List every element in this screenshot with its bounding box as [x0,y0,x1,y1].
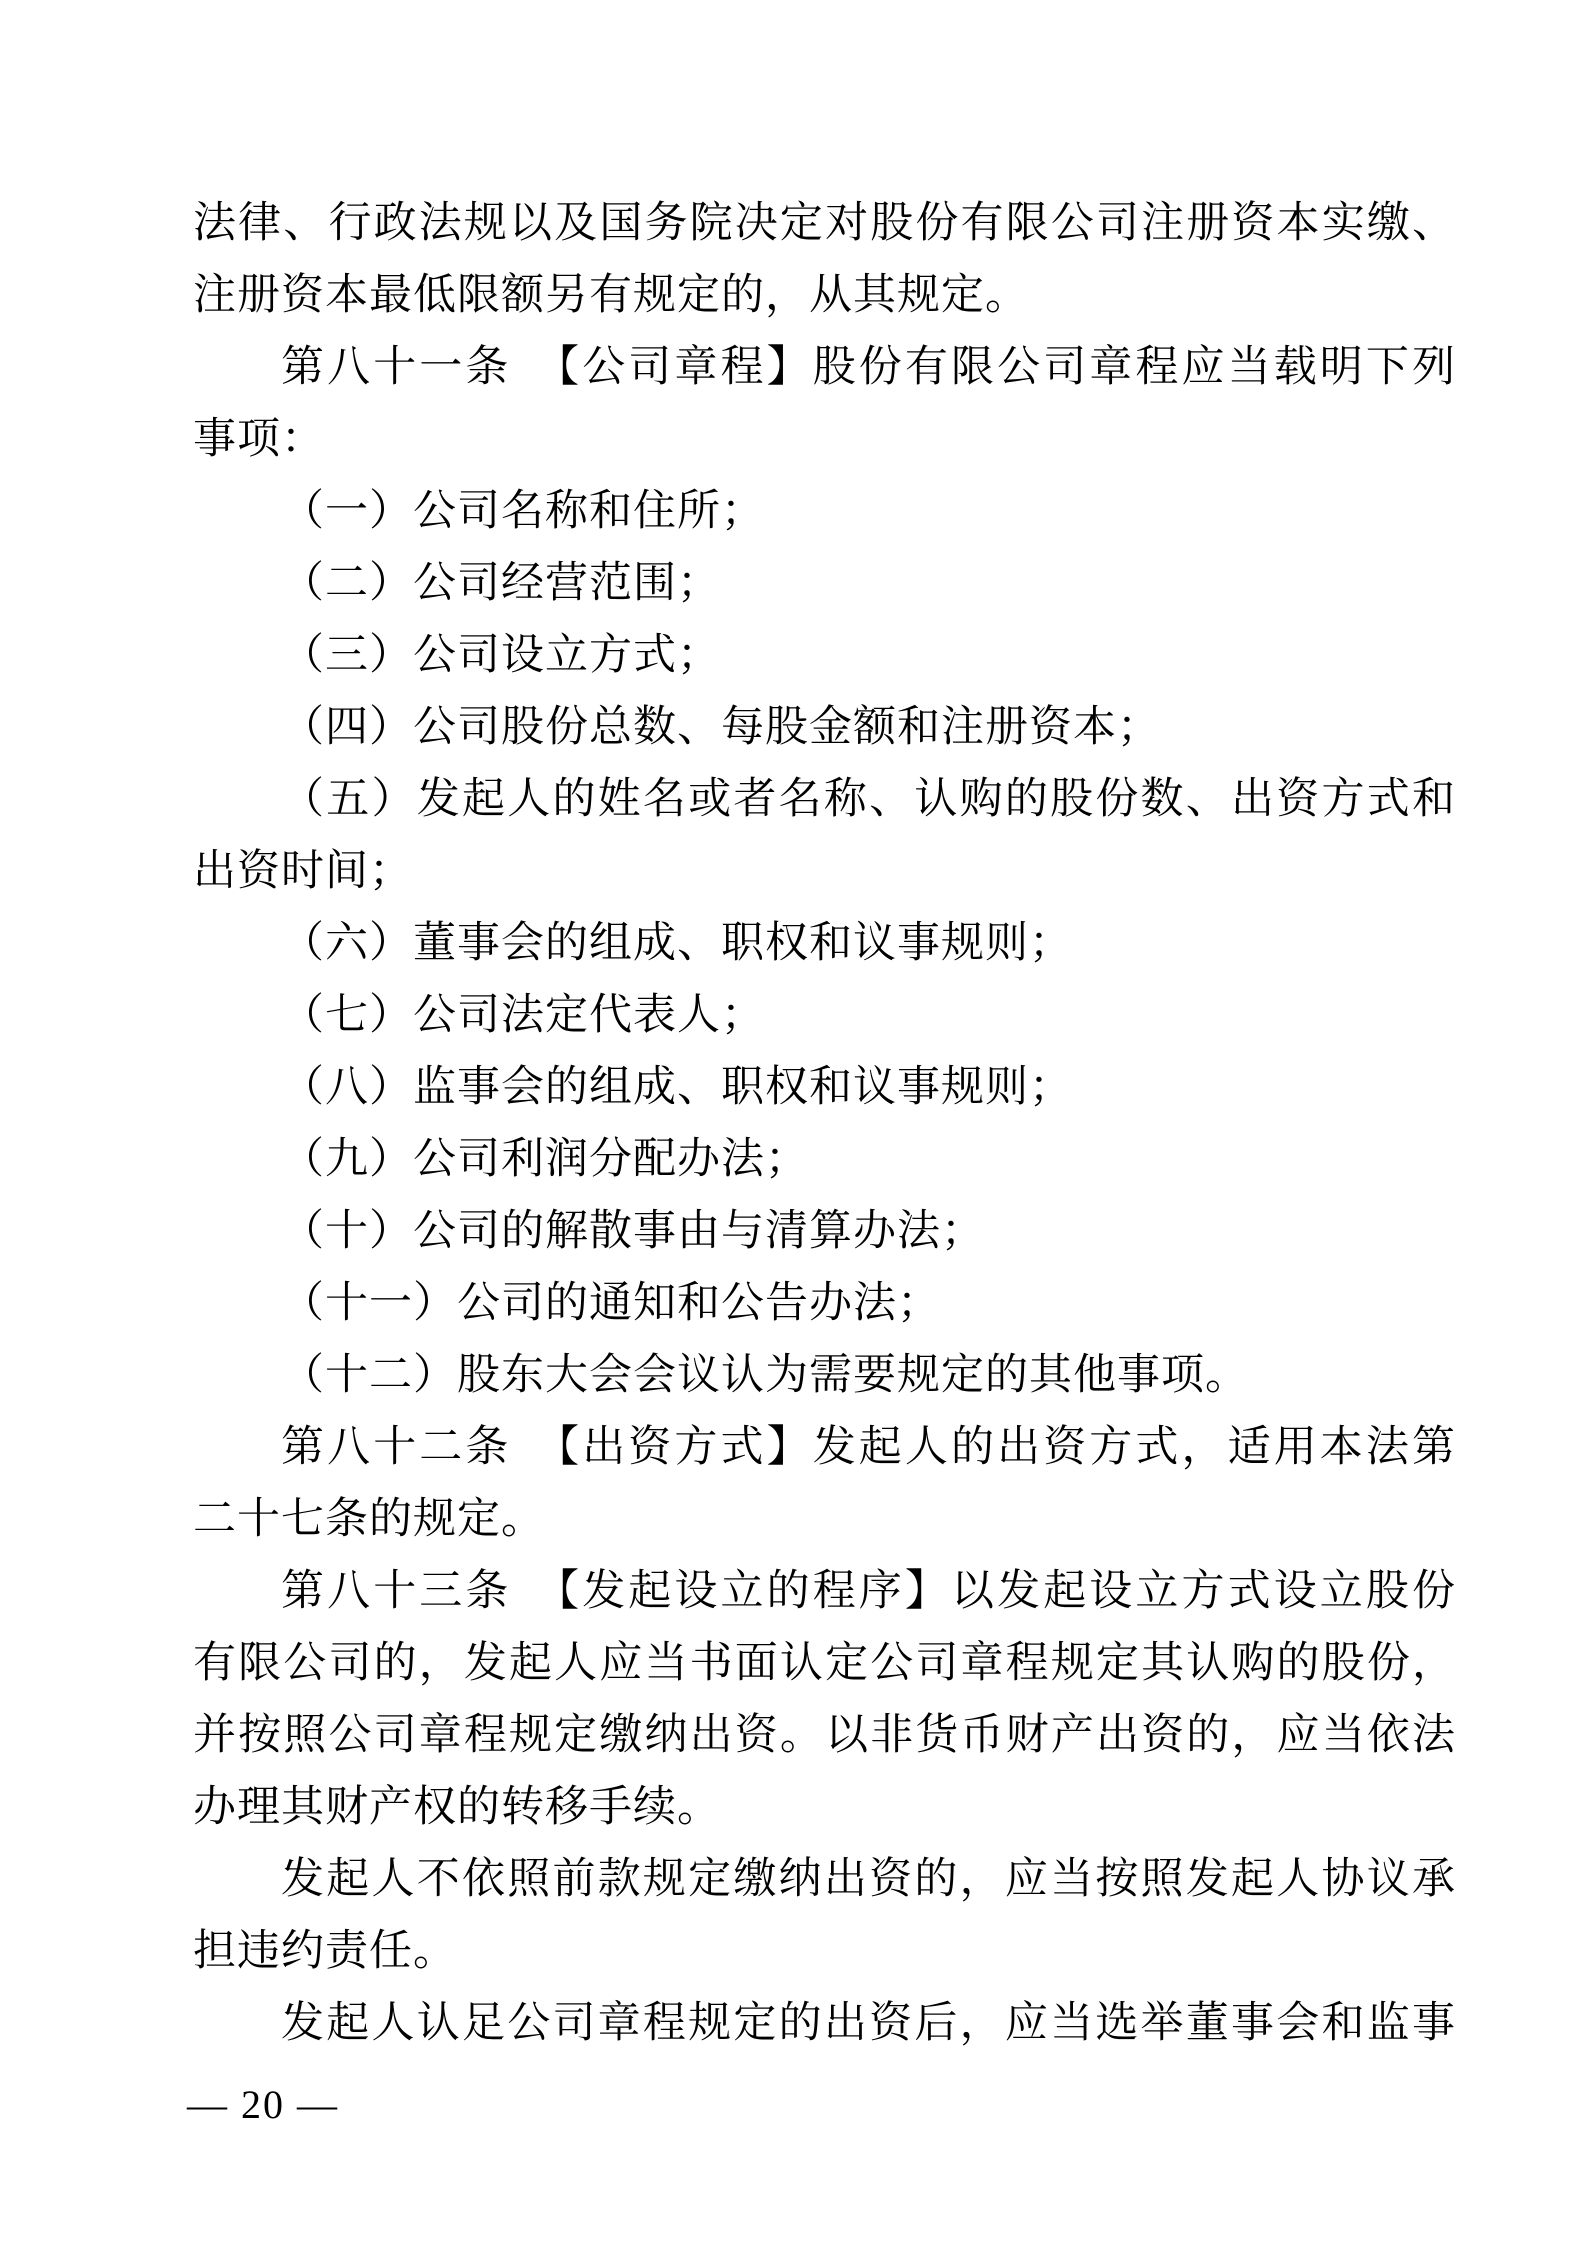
text-line: （六）董事会的组成、职权和议事规则； [281,920,1073,967]
text-line: 有限公司的，发起人应当书面认定公司章程规定其认购的股份， [193,1640,1455,1687]
text-line: 发起人认足公司章程规定的出资后，应当选举董事会和监事 [281,2000,1455,2047]
text-line: 法律、行政法规以及国务院决定对股份有限公司注册资本实缴、 [193,200,1455,247]
text-line: 办理其财产权的转移手续。 [193,1784,721,1831]
text-line: （四）公司股份总数、每股金额和注册资本； [281,704,1161,751]
text-line: （八）监事会的组成、职权和议事规则； [281,1064,1073,1111]
page-number: — 20 — [187,2082,339,2127]
text-line: 担违约责任。 [193,1928,457,1975]
text-line: 第八十二条 【出资方式】发起人的出资方式，适用本法第 [281,1424,1455,1471]
text-line: 出资时间； [193,848,413,895]
text-line: 二十七条的规定。 [193,1496,545,1543]
text-line: 注册资本最低限额另有规定的，从其规定。 [193,272,1029,319]
text-line: （七）公司法定代表人； [281,992,765,1039]
text-line: （三）公司设立方式； [281,632,721,679]
document-body [193,188,1455,2060]
text-line: （十一）公司的通知和公告办法； [281,1280,941,1327]
text-line: 并按照公司章程规定缴纳出资。以非货币财产出资的，应当依法 [193,1712,1455,1759]
text-line: （二）公司经营范围； [281,560,721,607]
text-line: 事项： [193,416,325,463]
text-line: （十）公司的解散事由与清算办法； [281,1208,985,1255]
text-line: 第八十一条 【公司章程】股份有限公司章程应当载明下列 [281,344,1455,391]
text-line: （十二）股东大会会议认为需要规定的其他事项。 [281,1352,1249,1399]
text-line: 第八十三条 【发起设立的程序】以发起设立方式设立股份 [281,1568,1455,1615]
text-line: （一）公司名称和住所； [281,488,765,535]
text-line: （五）发起人的姓名或者名称、认购的股份数、出资方式和 [281,776,1455,823]
text-line: 发起人不依照前款规定缴纳出资的，应当按照发起人协议承 [281,1856,1455,1903]
text-line: （九）公司利润分配办法； [281,1136,809,1183]
